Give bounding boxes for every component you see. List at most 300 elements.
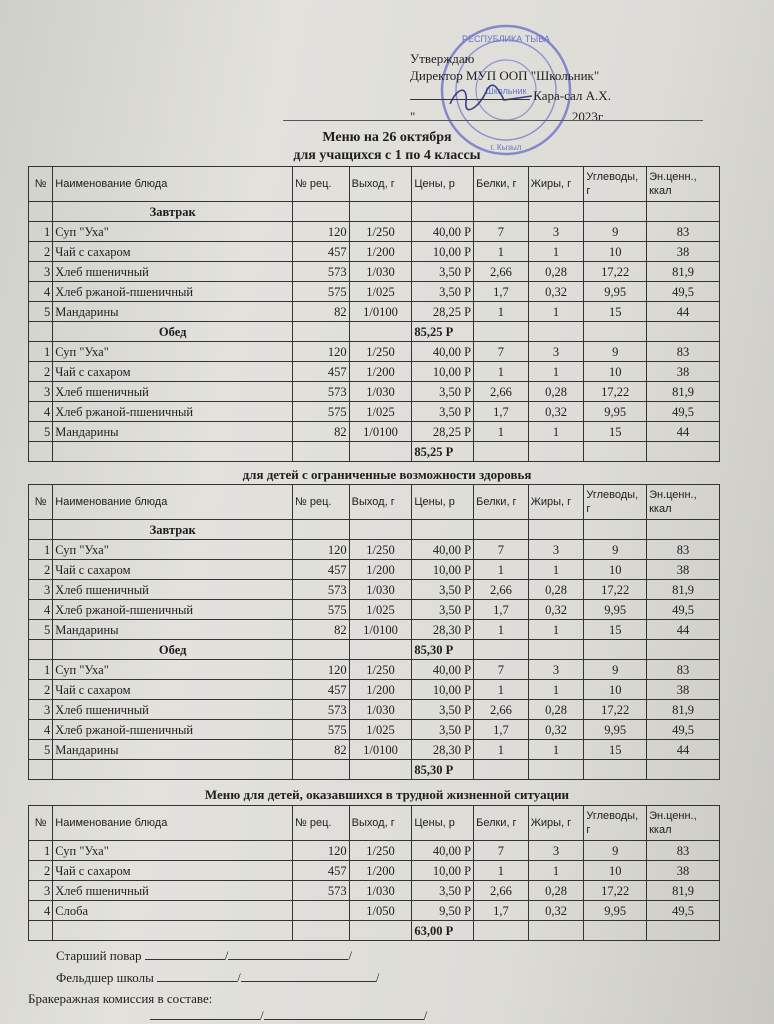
- empty-cell: [584, 640, 647, 660]
- price: 28,25 Р: [412, 302, 474, 322]
- recipe-number: 575: [293, 402, 350, 422]
- energy: 38: [647, 242, 720, 262]
- recipe-number: 457: [293, 242, 350, 262]
- dish-name: Мандарины: [53, 422, 293, 442]
- recipe-number: 82: [293, 422, 350, 442]
- table-header-row: [29, 806, 720, 841]
- protein: 7: [474, 342, 529, 362]
- price: 28,25 Р: [412, 422, 474, 442]
- carbs: 10: [584, 242, 647, 262]
- carbs: 10: [584, 680, 647, 700]
- chef-signature-line: [56, 948, 352, 964]
- menu-table-special-needs: [28, 484, 720, 780]
- signature-underline: [410, 99, 530, 100]
- table-row: [29, 282, 720, 302]
- empty-cell: [293, 640, 350, 660]
- dish-name: Хлеб ржаной-пшеничный: [53, 402, 293, 422]
- row-num: 2: [29, 560, 53, 580]
- empty-cell: [528, 202, 584, 222]
- price: 40,00 Р: [412, 540, 474, 560]
- fat: 0,28: [528, 382, 584, 402]
- row-num: 3: [29, 382, 53, 402]
- empty-cell: [474, 640, 529, 660]
- fat: 1: [528, 620, 584, 640]
- fat: 0,28: [528, 262, 584, 282]
- total-row: [29, 760, 720, 780]
- empty-cell: [584, 921, 647, 941]
- row-num: 4: [29, 600, 53, 620]
- yield: 1/030: [349, 881, 412, 901]
- row-num: 1: [29, 660, 53, 680]
- empty-cell: [474, 442, 529, 462]
- energy: 49,5: [647, 720, 720, 740]
- empty-cell: [29, 640, 53, 660]
- section-total: [412, 202, 474, 222]
- fat: 0,32: [528, 402, 584, 422]
- protein: 7: [474, 841, 529, 861]
- price: 3,50 Р: [412, 402, 474, 422]
- carbs: 17,22: [584, 881, 647, 901]
- row-num: 3: [29, 700, 53, 720]
- price: 3,50 Р: [412, 382, 474, 402]
- fat: 0,28: [528, 580, 584, 600]
- empty-cell: [29, 202, 53, 222]
- row-num: 4: [29, 720, 53, 740]
- price: 3,50 Р: [412, 282, 474, 302]
- lunch-header-row: [29, 640, 720, 660]
- recipe-number: 457: [293, 362, 350, 382]
- yield: 1/0100: [349, 302, 412, 322]
- medic-blank: [157, 981, 237, 982]
- price: 3,50 Р: [412, 262, 474, 282]
- protein: 1,7: [474, 402, 529, 422]
- empty-cell: [29, 322, 53, 342]
- table-row: [29, 422, 720, 442]
- row-num: 1: [29, 540, 53, 560]
- empty-cell: [29, 520, 53, 540]
- dish-name: Мандарины: [53, 302, 293, 322]
- empty-cell: [349, 322, 412, 342]
- fat: 1: [528, 422, 584, 442]
- table-row: [29, 560, 720, 580]
- carbs: 10: [584, 861, 647, 881]
- table-row: [29, 660, 720, 680]
- header-fat: Жиры, г: [528, 485, 584, 520]
- recipe-number: 575: [293, 720, 350, 740]
- protein: 1: [474, 740, 529, 760]
- dish-name: Хлеб пшеничный: [53, 382, 293, 402]
- menu-subtitle: для учащихся с 1 по 4 классы: [293, 148, 481, 163]
- price: 10,00 Р: [412, 362, 474, 382]
- dish-name: Хлеб пшеничный: [53, 262, 293, 282]
- header-dish: Наименование блюда: [53, 806, 293, 841]
- energy: 44: [647, 302, 720, 322]
- dish-name: Чай с сахаром: [53, 362, 293, 382]
- energy: 49,5: [647, 600, 720, 620]
- row-num: 2: [29, 242, 53, 262]
- dish-name: Суп "Уха": [53, 222, 293, 242]
- table-row: [29, 881, 720, 901]
- row-num: 4: [29, 402, 53, 422]
- energy: 38: [647, 680, 720, 700]
- recipe-number: 573: [293, 580, 350, 600]
- energy: 81,9: [647, 382, 720, 402]
- yield: 1/200: [349, 680, 412, 700]
- energy: 81,9: [647, 881, 720, 901]
- yield: 1/250: [349, 540, 412, 560]
- medic-slash: /: [237, 970, 241, 985]
- yield: 1/025: [349, 282, 412, 302]
- section-title-special-needs: для детей с ограниченные возможности здоровья: [242, 467, 532, 482]
- carbs: 17,22: [584, 262, 647, 282]
- price: 10,00 Р: [412, 680, 474, 700]
- energy: 81,9: [647, 580, 720, 600]
- header-energy: Эн.ценн., ккал: [647, 167, 720, 202]
- yield: 1/0100: [349, 620, 412, 640]
- carbs: 9: [584, 660, 647, 680]
- protein: 1: [474, 302, 529, 322]
- price: 3,50 Р: [412, 600, 474, 620]
- protein: 1,7: [474, 600, 529, 620]
- carbs: 9,95: [584, 402, 647, 422]
- header-num: №: [29, 485, 53, 520]
- fat: 0,28: [528, 700, 584, 720]
- dish-name: Мандарины: [53, 740, 293, 760]
- menu-table-grades-1-4: [28, 166, 720, 462]
- yield: 1/030: [349, 262, 412, 282]
- yield: 1/050: [349, 901, 412, 921]
- protein: 2,66: [474, 580, 529, 600]
- fat: 0,32: [528, 282, 584, 302]
- carbs: 9,95: [584, 600, 647, 620]
- section-label: Обед: [53, 322, 293, 342]
- section-total: 85,25 Р: [412, 442, 474, 462]
- dish-name: Хлеб пшеничный: [53, 700, 293, 720]
- energy: 38: [647, 362, 720, 382]
- price: 3,50 Р: [412, 580, 474, 600]
- chef-name-blank: [228, 959, 348, 960]
- stamp-city-text: г. Кызыл: [490, 143, 522, 152]
- total-row: [29, 442, 720, 462]
- carbs: 17,22: [584, 382, 647, 402]
- table-header-row: [29, 485, 720, 520]
- commission-name-blank: [264, 1019, 424, 1020]
- fat: 0,32: [528, 600, 584, 620]
- carbs: 9,95: [584, 901, 647, 921]
- carbs: 15: [584, 740, 647, 760]
- empty-cell: [584, 202, 647, 222]
- fat: 0,32: [528, 720, 584, 740]
- header-recipe: № рец.: [293, 167, 350, 202]
- protein: 7: [474, 222, 529, 242]
- energy: 83: [647, 841, 720, 861]
- price: 3,50 Р: [412, 700, 474, 720]
- dish-name: Суп "Уха": [53, 841, 293, 861]
- empty-cell: [474, 322, 529, 342]
- medic-signature-line: [56, 970, 379, 986]
- stamp-top-text: РЕСПУБЛИКА ТЫВА: [462, 34, 550, 44]
- section-label: Обед: [53, 640, 293, 660]
- price: 40,00 Р: [412, 222, 474, 242]
- empty-cell: [349, 760, 412, 780]
- recipe-number: 573: [293, 700, 350, 720]
- yield: 1/200: [349, 362, 412, 382]
- header-num: №: [29, 806, 53, 841]
- dish-name: Хлеб ржаной-пшеничный: [53, 282, 293, 302]
- fat: 1: [528, 861, 584, 881]
- fat: 1: [528, 740, 584, 760]
- header-yield: Выход, г: [349, 485, 412, 520]
- table-row: [29, 262, 720, 282]
- header-recipe: № рец.: [293, 485, 350, 520]
- dish-name: Слоба: [53, 901, 293, 921]
- protein: 1: [474, 242, 529, 262]
- row-num: 1: [29, 222, 53, 242]
- dish-name: Суп "Уха": [53, 540, 293, 560]
- protein: 1: [474, 362, 529, 382]
- fat: 1: [528, 242, 584, 262]
- row-num: 1: [29, 342, 53, 362]
- recipe-number: 573: [293, 881, 350, 901]
- empty-cell: [349, 442, 412, 462]
- price: 28,30 Р: [412, 740, 474, 760]
- protein: 2,66: [474, 262, 529, 282]
- fat: 3: [528, 342, 584, 362]
- protein: 1,7: [474, 720, 529, 740]
- header-price: Цены, р: [412, 167, 474, 202]
- row-num: 1: [29, 841, 53, 861]
- dish-name: Хлеб ржаной-пшеничный: [53, 720, 293, 740]
- empty-cell: [647, 322, 720, 342]
- recipe-number: 82: [293, 302, 350, 322]
- section-total: 63,00 Р: [412, 921, 474, 941]
- row-num: 2: [29, 861, 53, 881]
- empty-cell: [474, 202, 529, 222]
- empty-cell: [474, 520, 529, 540]
- section-total: [412, 520, 474, 540]
- energy: 44: [647, 422, 720, 442]
- recipe-number: 573: [293, 262, 350, 282]
- director-signature-line: [410, 87, 611, 104]
- approval-block: [410, 50, 611, 124]
- fat: 1: [528, 680, 584, 700]
- table-row: [29, 402, 720, 422]
- table-row: [29, 302, 720, 322]
- medic-name-blank: [241, 981, 376, 982]
- recipe-number: [293, 901, 350, 921]
- empty-cell: [29, 921, 53, 941]
- row-num: 5: [29, 740, 53, 760]
- protein: 7: [474, 540, 529, 560]
- protein: 1: [474, 422, 529, 442]
- price: 9,50 Р: [412, 901, 474, 921]
- protein: 2,66: [474, 881, 529, 901]
- energy: 81,9: [647, 262, 720, 282]
- carbs: 15: [584, 302, 647, 322]
- row-num: 4: [29, 282, 53, 302]
- commission-slash-end: /: [423, 1008, 428, 1023]
- commission-signature-line: [150, 1008, 427, 1024]
- row-num: 4: [29, 901, 53, 921]
- header-num: №: [29, 167, 53, 202]
- row-num: 5: [29, 620, 53, 640]
- recipe-number: 575: [293, 600, 350, 620]
- chef-blank: [145, 959, 225, 960]
- chef-label: Старший повар: [56, 948, 142, 963]
- yield: 1/0100: [349, 422, 412, 442]
- table-row: [29, 382, 720, 402]
- yield: 1/025: [349, 600, 412, 620]
- dish-name: Чай с сахаром: [53, 680, 293, 700]
- protein: 2,66: [474, 382, 529, 402]
- protein: 1,7: [474, 901, 529, 921]
- yield: 1/250: [349, 342, 412, 362]
- yield: 1/250: [349, 841, 412, 861]
- dish-name: Чай с сахаром: [53, 242, 293, 262]
- fat: 0,28: [528, 881, 584, 901]
- recipe-number: 82: [293, 740, 350, 760]
- row-num: 2: [29, 680, 53, 700]
- energy: 49,5: [647, 402, 720, 422]
- header-protein: Белки, г: [474, 167, 529, 202]
- yield: 1/025: [349, 720, 412, 740]
- recipe-number: 575: [293, 282, 350, 302]
- dish-name: Хлеб пшеничный: [53, 881, 293, 901]
- table-row: [29, 242, 720, 262]
- carbs: 9: [584, 342, 647, 362]
- yield: 1/030: [349, 700, 412, 720]
- table-row: [29, 861, 720, 881]
- carbs: 9: [584, 222, 647, 242]
- fat: 3: [528, 222, 584, 242]
- protein: 1: [474, 680, 529, 700]
- table-row: [29, 700, 720, 720]
- yield: 1/200: [349, 861, 412, 881]
- recipe-number: 82: [293, 620, 350, 640]
- table-row: [29, 540, 720, 560]
- empty-cell: [293, 520, 350, 540]
- empty-cell: [293, 202, 350, 222]
- table-row: [29, 841, 720, 861]
- section-label: [53, 760, 293, 780]
- recipe-number: 120: [293, 342, 350, 362]
- approval-year: 2023г: [571, 109, 604, 124]
- empty-cell: [647, 202, 720, 222]
- carbs: 10: [584, 362, 647, 382]
- header-dish: Наименование блюда: [53, 167, 293, 202]
- empty-cell: [528, 442, 584, 462]
- energy: 38: [647, 861, 720, 881]
- fat: 3: [528, 841, 584, 861]
- empty-cell: [293, 921, 350, 941]
- section-label: [53, 442, 293, 462]
- table-row: [29, 620, 720, 640]
- medic-slash-end: /: [375, 970, 380, 985]
- protein: 7: [474, 660, 529, 680]
- table-row: [29, 740, 720, 760]
- carbs: 9: [584, 841, 647, 861]
- empty-cell: [528, 640, 584, 660]
- energy: 44: [647, 620, 720, 640]
- menu-table-hardship: [28, 805, 720, 941]
- header-underline: [283, 120, 703, 121]
- fat: 1: [528, 302, 584, 322]
- empty-cell: [647, 921, 720, 941]
- carbs: 15: [584, 422, 647, 442]
- protein: 1: [474, 620, 529, 640]
- price: 40,00 Р: [412, 660, 474, 680]
- section-total: 85,30 Р: [412, 760, 474, 780]
- empty-cell: [584, 322, 647, 342]
- carbs: 17,22: [584, 580, 647, 600]
- energy: 81,9: [647, 700, 720, 720]
- table-row: [29, 600, 720, 620]
- energy: 83: [647, 660, 720, 680]
- section-total: 85,25 Р: [412, 322, 474, 342]
- recipe-number: 457: [293, 680, 350, 700]
- empty-cell: [474, 760, 529, 780]
- dish-name: Чай с сахаром: [53, 560, 293, 580]
- recipe-number: 120: [293, 540, 350, 560]
- section-label: [53, 921, 293, 941]
- row-num: 3: [29, 262, 53, 282]
- commission-label: Бракеражная комиссия в составе:: [28, 991, 213, 1006]
- price: 3,50 Р: [412, 720, 474, 740]
- dish-name: Хлеб пшеничный: [53, 580, 293, 600]
- header-fat: Жиры, г: [528, 806, 584, 841]
- yield: 1/025: [349, 402, 412, 422]
- empty-cell: [647, 520, 720, 540]
- protein: 1: [474, 861, 529, 881]
- empty-cell: [349, 202, 412, 222]
- header-yield: Выход, г: [349, 806, 412, 841]
- yield: 1/250: [349, 660, 412, 680]
- recipe-number: 120: [293, 222, 350, 242]
- protein: 1,7: [474, 282, 529, 302]
- empty-cell: [647, 640, 720, 660]
- row-num: 2: [29, 362, 53, 382]
- energy: 83: [647, 540, 720, 560]
- empty-cell: [349, 520, 412, 540]
- row-num: 3: [29, 580, 53, 600]
- commission-slash: /: [260, 1008, 264, 1023]
- empty-cell: [584, 760, 647, 780]
- stamp-center-text: Школьник: [485, 86, 527, 96]
- breakfast-header-row: [29, 202, 720, 222]
- carbs: 17,22: [584, 700, 647, 720]
- header-dish: Наименование блюда: [53, 485, 293, 520]
- recipe-number: 457: [293, 861, 350, 881]
- section-title-hardship: Меню для детей, оказавшихся в трудной жизненной ситуации: [204, 787, 570, 802]
- protein: 1: [474, 560, 529, 580]
- header-price: Цены, р: [412, 806, 474, 841]
- energy: 49,5: [647, 901, 720, 921]
- header-price: Цены, р: [412, 485, 474, 520]
- breakfast-header-row: [29, 520, 720, 540]
- price: 40,00 Р: [412, 342, 474, 362]
- date-line: [410, 108, 603, 125]
- dish-name: Суп "Уха": [53, 660, 293, 680]
- chef-slash-end: /: [348, 948, 352, 963]
- energy: 44: [647, 740, 720, 760]
- fat: 1: [528, 560, 584, 580]
- dish-name: Суп "Уха": [53, 342, 293, 362]
- empty-cell: [293, 442, 350, 462]
- table-row: [29, 680, 720, 700]
- yield: 1/030: [349, 580, 412, 600]
- header-protein: Белки, г: [474, 806, 529, 841]
- menu-title: Меню на 26 октября: [322, 130, 452, 145]
